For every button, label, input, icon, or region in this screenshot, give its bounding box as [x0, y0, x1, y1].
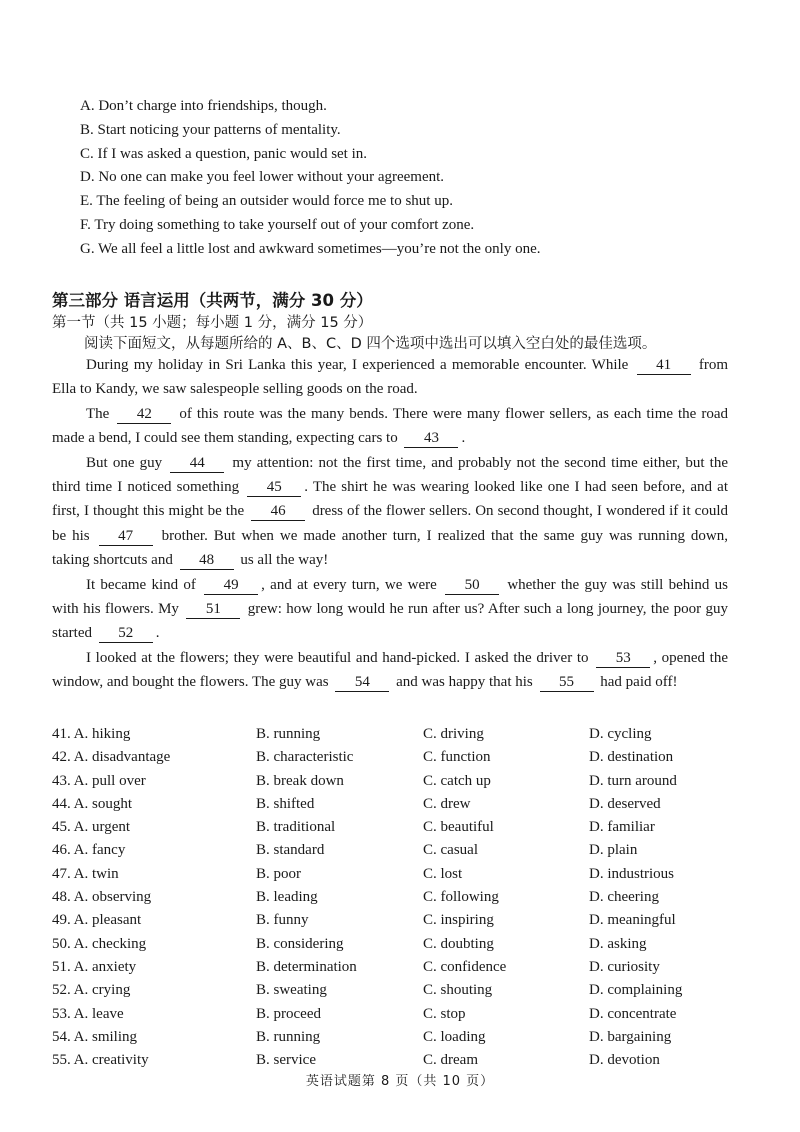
passage-text: us all the way!	[236, 552, 329, 569]
choice-option: D. asking	[589, 935, 647, 952]
passage-text: and was happy that his	[392, 674, 537, 691]
choice-option: B. leading	[256, 889, 318, 906]
blank-44: 44	[170, 455, 224, 473]
passage-text: grew: how long would he run after us? After such a long journey, the poor guy started	[52, 601, 728, 642]
section-subtitle: 第一节（共 15 小题；每小题 1 分，满分 15 分）	[52, 315, 373, 331]
choice-option: B. sweating	[256, 982, 327, 999]
passage-paragraph	[52, 573, 728, 646]
blank-48: 48	[180, 552, 234, 570]
passage-text: I looked at the flowers; they were beautiful and hand-picked. I asked the driver to	[86, 649, 594, 666]
choice-option: 42. A. disadvantage	[52, 749, 171, 766]
choice-option: 50. A. checking	[52, 935, 147, 952]
passage-text: . The shirt he was wearing looked like one I had seen before, and at first, I thought this might be the	[52, 479, 728, 520]
choice-option: D. turn around	[589, 772, 677, 789]
choice-row	[52, 933, 739, 956]
choice-row	[52, 863, 739, 886]
choice-option: D. cheering	[589, 889, 659, 906]
blank-54: 54	[335, 674, 389, 692]
choice-option: B. characteristic	[256, 749, 354, 766]
option-item: F. Try doing something to take yourself out of your comfort zone.	[80, 216, 475, 233]
choice-option: 44. A. sought	[52, 795, 133, 812]
option-item: C. If I was asked a question, panic would set in.	[80, 145, 368, 162]
blank-47: 47	[99, 528, 153, 546]
choice-option: C. driving	[423, 726, 484, 742]
passage-text: from Ella to Kandy, we saw salespeople selling goods on the road.	[52, 357, 728, 398]
choice-option: 45. A. urgent	[52, 819, 131, 836]
passage-text: It became kind of	[86, 576, 202, 593]
passage-text: brother. But when we made another turn, I realized that the same guy was running down, taking shortcuts and	[52, 527, 728, 569]
blank-52: 52	[99, 625, 153, 643]
choice-option: C. casual	[423, 842, 478, 859]
choice-option: D. bargaining	[589, 1028, 672, 1045]
choice-row	[52, 816, 739, 839]
blank-55: 55	[540, 674, 594, 692]
choice-option: C. beautiful	[423, 819, 494, 836]
choice-row	[52, 770, 739, 793]
choice-option: 46. A. fancy	[52, 842, 126, 859]
passage-text: had paid off!	[596, 674, 678, 691]
choice-option: C. dream	[423, 1052, 478, 1069]
choice-option: B. shifted	[256, 795, 315, 812]
choice-option: C. doubting	[423, 935, 494, 952]
section-title: 第三部分 语言运用（共两节，满分 30 分）	[52, 291, 373, 310]
blank-53: 53	[596, 650, 650, 668]
passage-text: .	[461, 430, 466, 447]
choice-option: C. lost	[423, 865, 463, 882]
choice-option: 49. A. pleasant	[52, 912, 142, 929]
choice-row	[52, 793, 739, 816]
choice-option: B. running	[256, 726, 321, 742]
choice-option: 41. A. hiking	[52, 726, 131, 742]
choice-option: C. following	[423, 889, 499, 906]
choice-option: D. curiosity	[589, 958, 660, 975]
choice-option: D. complaining	[589, 982, 683, 999]
cloze-passage	[52, 353, 728, 695]
choice-option: B. standard	[256, 842, 325, 859]
choice-option: B. running	[256, 1028, 321, 1045]
choice-option: C. stop	[423, 1005, 466, 1022]
choice-row	[52, 723, 739, 746]
instruction: 阅读下面短文，从每题所给的 A、B、C、D 四个选项中选出可以填入空白处的最佳选项。	[84, 336, 657, 352]
choice-option: 55. A. creativity	[52, 1052, 149, 1069]
blank-50: 50	[445, 577, 499, 595]
passage-text: During my holiday in Sri Lanka this year, I experienced a memorable encounter. While	[86, 357, 634, 373]
option-item: G. We all feel a little lost and awkward sometimes—you’re not the only one.	[80, 240, 541, 257]
choice-option: C. shouting	[423, 982, 493, 999]
passage-paragraph	[52, 353, 728, 402]
choice-option: 51. A. anxiety	[52, 958, 137, 975]
option-item: B. Start noticing your patterns of mentality.	[80, 121, 341, 138]
blank-49: 49	[204, 577, 258, 595]
choice-row	[52, 909, 739, 932]
choice-row	[52, 956, 739, 979]
passage-text: my attention: not the first time, and probably not the second time either, but the third time I noticed something	[52, 454, 728, 496]
choice-option: C. loading	[423, 1028, 486, 1045]
choice-row	[52, 1003, 739, 1026]
choice-option: D. deserved	[589, 795, 661, 812]
passage-text: , and at every turn, we were	[261, 576, 443, 593]
choice-option: B. break down	[256, 772, 344, 789]
choice-option: 43. A. pull over	[52, 772, 146, 789]
blank-43: 43	[404, 430, 458, 448]
choice-option: B. traditional	[256, 819, 336, 836]
choice-option: D. familiar	[589, 819, 655, 836]
passage-text: .	[155, 625, 160, 642]
choice-option: C. confidence	[423, 958, 507, 975]
choice-row	[52, 1049, 739, 1072]
blank-46: 46	[251, 503, 305, 521]
choice-option: C. inspiring	[423, 912, 494, 929]
choice-row	[52, 1026, 739, 1049]
choice-option: B. funny	[256, 912, 309, 929]
choice-option: 53. A. leave	[52, 1005, 124, 1022]
blank-41: 41	[637, 357, 691, 375]
choice-option: D. industrious	[589, 865, 675, 882]
choice-row	[52, 886, 739, 909]
choice-row	[52, 746, 739, 769]
blank-42: 42	[117, 406, 171, 424]
passage-text: dress of the flower sellers. On second thought, I wondered if it could be his	[52, 503, 729, 544]
choice-option: C. drew	[423, 795, 471, 812]
choice-option: D. cycling	[589, 726, 652, 742]
answer-choices	[52, 723, 739, 1072]
choice-row	[52, 839, 739, 862]
choice-option: D. plain	[589, 842, 638, 859]
option-list	[80, 95, 540, 262]
passage-paragraph	[52, 451, 728, 573]
choice-option: 47. A. twin	[52, 865, 119, 882]
choice-option: D. destination	[589, 749, 674, 766]
blank-51: 51	[186, 601, 240, 619]
choice-option: D. devotion	[589, 1052, 660, 1069]
choice-option: B. considering	[256, 935, 344, 952]
choice-option: B. poor	[256, 865, 301, 882]
passage-paragraph	[52, 402, 728, 451]
choice-option: D. concentrate	[589, 1005, 677, 1022]
passage-text: of this route was the many bends. There were many flower sellers, as each time the road made a bend, I could see them standing, expecting cars to	[52, 405, 728, 447]
option-item: E. The feeling of being an outsider would force me to shut up.	[80, 193, 453, 210]
choice-option: B. proceed	[256, 1005, 321, 1022]
choice-option: C. catch up	[423, 772, 491, 789]
choice-option: D. meaningful	[589, 912, 676, 929]
choice-option: 52. A. crying	[52, 982, 131, 999]
choice-option: B. service	[256, 1052, 316, 1069]
choice-row	[52, 979, 739, 1002]
option-item: A. Don’t charge into friendships, though.	[80, 98, 327, 114]
option-item: D. No one can make you feel lower without your agreement.	[80, 169, 445, 186]
passage-text: whether the guy was still behind us with his flowers. My	[52, 576, 729, 618]
passage-text: , opened the window, and bought the flowers. The guy was	[52, 649, 729, 691]
passage-text: But one guy	[86, 454, 168, 471]
passage-text: The	[86, 405, 115, 422]
blank-45: 45	[247, 479, 301, 497]
choice-option: B. determination	[256, 958, 357, 975]
passage-paragraph	[52, 646, 728, 695]
page-footer: 英语试题第 8 页（共 10 页）	[305, 1074, 495, 1089]
choice-option: 48. A. observing	[52, 889, 152, 906]
choice-option: C. function	[423, 749, 491, 766]
choice-option: 54. A. smiling	[52, 1028, 138, 1045]
